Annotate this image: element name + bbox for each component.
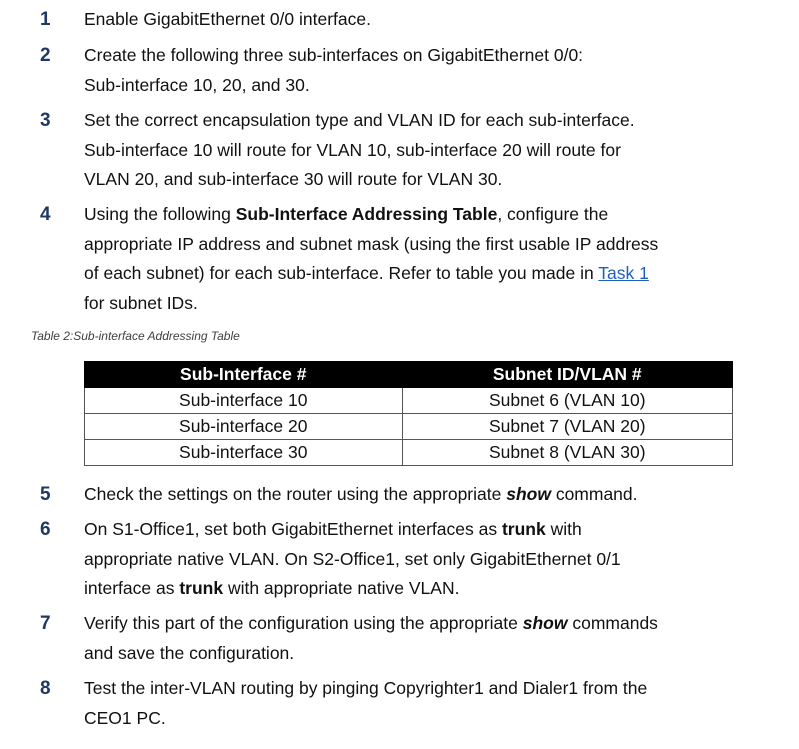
sub-interface-addressing-table [84,361,733,466]
step-text: Using the following Sub-Interface Addressing Table, configure the appropriate IP address and subnet mask (using the first usable IP address of each subnet) for each sub-interface. Refer to table you made in Task 1 for subnet IDs. [84,204,659,313]
table-reference: Sub-Interface Addressing Table [235,204,498,224]
step-number: 2 [40,45,51,66]
show-command: show [522,613,568,633]
step-text: Check the settings on the router using the appropriate show command. [84,484,638,504]
step-number: 4 [40,204,51,225]
table-cell: Subnet 6 (VLAN 10) [402,388,732,414]
step-number: 8 [40,678,51,699]
table-caption: Table 2:Sub-interface Addressing Table [31,329,240,343]
step-number: 6 [40,519,51,540]
header-sub-interface: Sub-Interface # [85,362,403,388]
step-number: 3 [40,110,51,131]
table-cell: Subnet 8 (VLAN 30) [402,440,732,466]
step-text: Verify this part of the configuration using the appropriate show commands and save the configuration. [84,613,658,663]
header-subnet-vlan: Subnet ID/VLAN # [402,362,732,388]
table-cell: Subnet 7 (VLAN 20) [402,414,732,440]
table-cell: Sub-interface 10 [85,388,403,414]
step-number: 1 [40,9,51,30]
step-text: On S1-Office1, set both GigabitEthernet interfaces as trunk with appropriate native VLAN. On S2-Office1, set only GigabitEthernet 0/1 interface as trunk with appropriate native VLAN. [84,519,621,598]
trunk-keyword: trunk [179,578,224,598]
table-row [85,440,733,466]
step-text: Enable GigabitEthernet 0/0 interface. [84,9,371,29]
table-cell: Sub-interface 20 [85,414,403,440]
table-row [85,414,733,440]
step-text: Set the correct encapsulation type and VLAN ID for each sub-interface. Sub-interface 10 will route for VLAN 10, sub-interface 20 will route for VLAN 20, and sub-interface 30 will route for VLAN 30. [84,110,635,189]
step-text: Test the inter-VLAN routing by pinging Copyrighter1 and Dialer1 from the CEO1 PC. [84,678,648,728]
show-command: show [506,484,551,504]
table-row [85,388,733,414]
table-header-row [85,362,733,388]
trunk-keyword: trunk [501,519,546,539]
table-cell: Sub-interface 30 [85,440,403,466]
step-text: Create the following three sub-interfaces on GigabitEthernet 0/0: Sub-interface 10, 20, and 30. [84,45,584,95]
step-number: 7 [40,613,51,634]
step-number: 5 [40,484,51,505]
task-1-link[interactable]: Task 1 [598,263,649,283]
